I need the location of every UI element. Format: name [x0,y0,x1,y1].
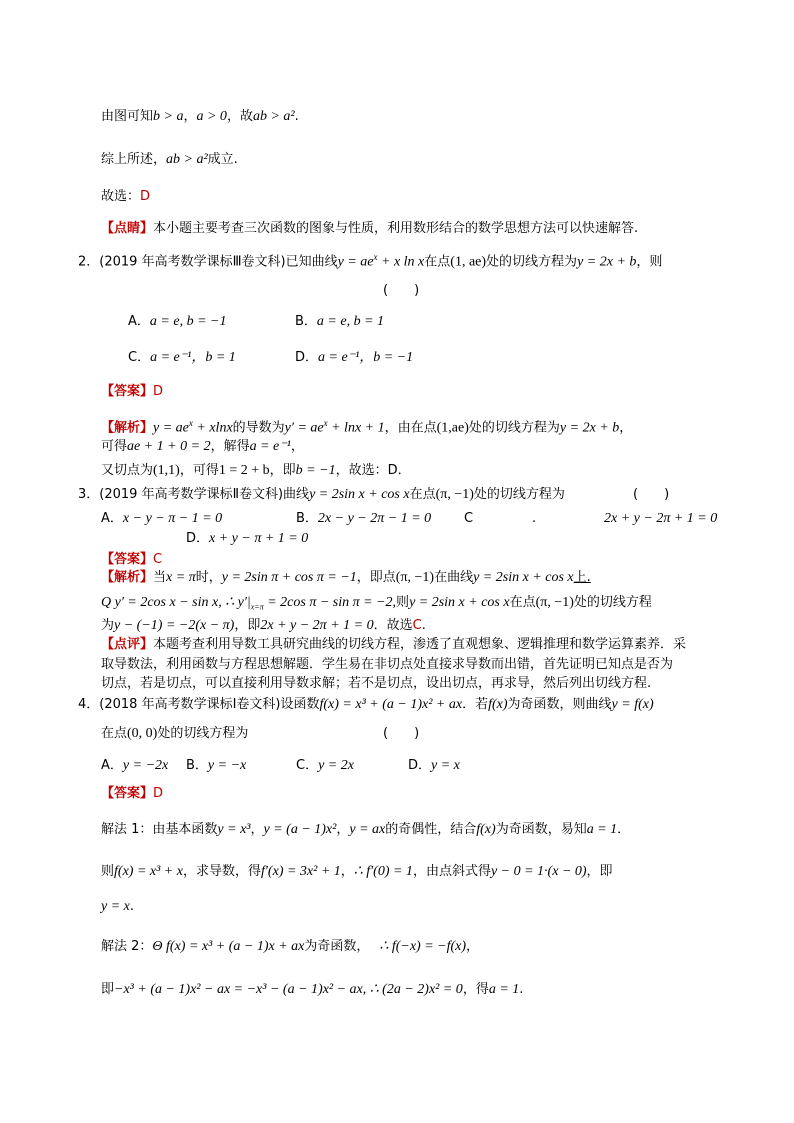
answer-letter: D [140,189,151,204]
explanation-line [101,463,411,479]
option-math: x + y − π + 1 = 0 [209,531,309,546]
math: b = −1 [295,463,336,478]
text: ，得 [462,982,489,997]
text: 的导数为 [232,420,285,436]
option-c-math [604,511,717,527]
text: ．故选 [373,618,413,633]
option-c [296,758,354,774]
text: 由图可知 [101,109,154,124]
text: 处的切线方程为 [473,487,565,502]
text: . [519,982,524,997]
text: 当 [153,570,167,585]
math: + xlnx [192,420,233,436]
text: . [129,899,135,914]
text: 取导数法，利用函数与方程思想解题．学生易在非切点处直接求导数而出错，首先证明已知点是否为 [101,657,674,672]
math: y = 2sin x + cos x [473,570,574,585]
explanation-line [101,618,426,634]
explanation-line [101,439,304,455]
option-label: B． [295,314,317,329]
math: ∴ f(−x) = −f(x) [379,939,467,954]
answer-letter: C [153,552,163,567]
text: 在点 [509,595,536,610]
solution-line [101,982,523,998]
text: ，即点 [356,570,396,585]
math: ae + 1 + 0 = 2 [127,439,211,454]
text: 已知曲线 [285,254,338,270]
math: (1,ae) [436,420,469,436]
option-c [128,350,236,366]
question-source: (2018 年高考数学课标Ⅰ卷文科) [99,697,281,712]
option-b [296,511,431,527]
option-d [186,531,308,547]
math: a = 1 [488,982,520,997]
math: y − (−1) = −2(x − π) [114,618,235,633]
question-number: 2． [78,254,100,270]
answer-tag: 【答案】 [101,786,154,801]
option-math: y = −2x [122,758,169,773]
question-stem [78,249,662,270]
text: . [421,618,426,633]
option-d [408,758,460,774]
text: 设函数 [280,697,320,712]
question-stem-cont [101,726,248,742]
text: 切点，若是切点，可以直接利用导数求解；若不是切点，设出切点，再求导，然后列出切线方程. [101,676,652,691]
math: ab > a² [252,109,295,124]
text: 解法 1：由基本函数 [101,822,218,837]
math: f(x) = x³ + (a − 1)x² + ax [319,697,463,712]
option-label: A． [128,314,150,329]
option-label: C [464,511,474,526]
math: −x³ + (a − 1)x² − ax = −x³ − (a − 1)x² − ax, ∴ (2a − 2)x² = 0 [114,982,463,997]
option-a [101,511,222,527]
answer-tag: 【答案】 [101,384,154,399]
text: 处的切线方程为 [486,254,578,270]
text: 本题考查利用导数工具研究曲线的切线方程，渗透了直观想象、逻辑推理和数学运算素养．采 [153,637,687,652]
text: ．若 [462,697,489,712]
math: f(x) [476,822,496,837]
math: y − 0 = 1·(x − 0) [490,864,587,879]
text: ，解得 [210,439,250,454]
math: ab > a² [166,152,208,167]
text: 为奇函数， [304,939,370,954]
option-label: D． [295,350,319,365]
question-number: 4． [78,697,100,712]
comment-tag: 【点睛】 [101,221,154,236]
option-d [295,350,413,366]
text: 在点 [409,487,436,502]
text: 处的切线方程为 [157,726,249,741]
math: + lnx + 1 [327,420,385,436]
text: 时， [195,570,222,585]
option-label: C． [128,350,151,365]
text: 在点 [101,726,128,741]
math: (0, 0) [127,726,158,741]
option-label: A． [101,758,123,773]
math: Q y′ = 2cos x − sin x, ∴ y′| [101,595,251,610]
option-c [464,511,473,527]
math: = 2cos π − sin π = −2, [263,595,397,610]
answer-paren: ( ) [383,726,420,741]
text: . [294,109,299,124]
text: ， [250,822,264,837]
option-b [295,314,384,330]
text: 的奇偶性，结合 [385,822,477,837]
text: ， [340,864,354,879]
comment-line [101,221,638,237]
solution-line [101,822,630,838]
review-line [101,657,673,673]
math: Θ f(x) = x³ + (a − 1)x + ax [152,939,305,954]
review-tag: 【点评】 [101,637,154,652]
solution-line [101,899,134,915]
text: 为 [101,618,115,633]
text: 故选： [101,189,141,204]
option-math: y = x [431,758,460,773]
math: y = ae [337,254,374,270]
text: ， [290,439,304,454]
text: ，故 [226,109,253,124]
answer-paren: ( ) [633,487,670,502]
math: y = 2x + b [577,254,637,270]
text: ，可得 [179,463,219,478]
text: ，即 [234,618,261,633]
option-label: C． [296,758,319,773]
text: 曲线 [283,487,310,502]
answer-line [101,786,163,802]
text: ，即 [269,463,296,478]
answer-letter: D [153,786,164,801]
math: 1 = 2 + b [218,463,270,478]
option-label: D． [408,758,432,773]
text: 在曲线 [434,570,474,585]
explanation-line [101,595,652,616]
option-math: a = e⁻¹，b = −1 [318,350,414,365]
review-line [101,676,651,692]
text-line [101,152,238,168]
math: y = 2sin x + cos x [409,595,510,610]
math: b > a [153,109,184,124]
text: ， [619,420,633,436]
explanation-line [101,570,591,586]
answer-line [101,552,162,568]
math: y = x [101,899,130,914]
math: y′ = ae [284,420,324,436]
math: y = x³ [217,822,251,837]
math: ∴ f′(0) = 1 [353,864,413,879]
math: a = e⁻¹ [249,439,291,454]
explanation-tag: 【解析】 [101,420,154,436]
math: f(x) = x³ + x [114,864,183,879]
text: 为奇函数，则曲线 [507,697,612,712]
text: ，由在点 [384,420,437,436]
math-sub: x=π [250,602,264,612]
text: ， [183,109,197,124]
question-source: (2019 年高考数学课标Ⅲ卷文科) [99,254,286,270]
math: (1, ae) [450,254,487,270]
text: 成立. [207,152,238,167]
math: (π, −1) [395,570,435,585]
answer-tag: 【答案】 [101,552,154,567]
math: y = 2sin x + cos x [309,487,410,502]
math: y = 2x + b [559,420,620,436]
option-label: D． [186,531,210,546]
text: 上. [573,570,591,585]
answer-paren: ( ) [383,283,420,298]
math: f(x) [488,697,508,712]
option-label: A． [101,511,123,526]
text: ，求导数，得 [182,864,261,879]
text: 即 [101,982,115,997]
solution-line [101,939,479,955]
option-label: B． [186,758,208,773]
math: f′(x) = 3x² + 1 [260,864,341,879]
text: 解法 2： [101,939,153,954]
math: (1,1) [153,463,180,478]
option-label: B． [296,511,318,526]
option-math: a = e, b = −1 [149,314,227,329]
text: ，故选：D． [335,463,411,478]
text: ， [336,822,350,837]
option-math: x − y − π − 1 = 0 [122,511,223,526]
option-math: 2x + y − 2π + 1 = 0 [604,511,718,526]
option-math: a = e⁻¹，b = 1 [150,350,236,365]
option-a [128,314,226,330]
math: y = 2sin π + cos π = −1 [221,570,357,585]
option-c-dot: . [532,511,537,526]
text: 则 [396,595,410,610]
option-math: y = 2x [318,758,354,773]
text: 可得 [101,439,128,454]
text: 为奇函数，易知 [495,822,587,837]
text: ， [466,939,480,954]
explanation-line [101,415,632,436]
text-line [101,109,299,125]
math: + x ln x [377,254,425,270]
option-math: 2x − y − 2π − 1 = 0 [317,511,432,526]
text: 在点 [424,254,451,270]
math: a > 0 [196,109,227,124]
text: 处的切线方程 [573,595,652,610]
answer-line [101,384,163,400]
math: y = ae [153,420,189,436]
text: 又切点为 [101,463,154,478]
question-source: (2019 年高考数学课标Ⅱ卷文科) [99,487,284,502]
text: ，即 [586,864,613,879]
text-line [101,189,150,205]
math: (π, −1) [535,595,574,610]
text: 处的切线方程为 [468,420,560,436]
option-math: y = −x [207,758,247,773]
text: 综上所述， [101,152,167,167]
question-stem [78,487,565,503]
explanation-tag: 【解析】 [101,570,154,585]
option-b [186,758,246,774]
math: 2x + y − 2π + 1 = 0 [260,618,374,633]
math: a = 1 [586,822,618,837]
text: ，由点斜式得 [412,864,491,879]
solution-line [101,864,613,880]
math: y = ax [349,822,386,837]
math: x = π [166,570,196,585]
option-a [101,758,168,774]
question-number: 3． [78,487,100,502]
question-stem [78,697,654,713]
math-sup: x [323,418,328,428]
text: 则 [101,864,115,879]
text: ． [617,822,631,837]
text: ，则 [636,254,663,270]
answer-letter: C [412,618,422,633]
answer-letter: D [153,384,164,399]
math-sup: x [373,252,378,262]
math: (π, −1) [435,487,474,502]
review-line [101,637,686,653]
option-math: a = e, b = 1 [316,314,385,329]
math: y = f(x) [611,697,654,712]
math-sup: x [188,418,193,428]
text: 本小题主要考查三次函数的图象与性质，利用数形结合的数学思想方法可以快速解答. [153,221,639,236]
math: y = (a − 1)x² [263,822,337,837]
